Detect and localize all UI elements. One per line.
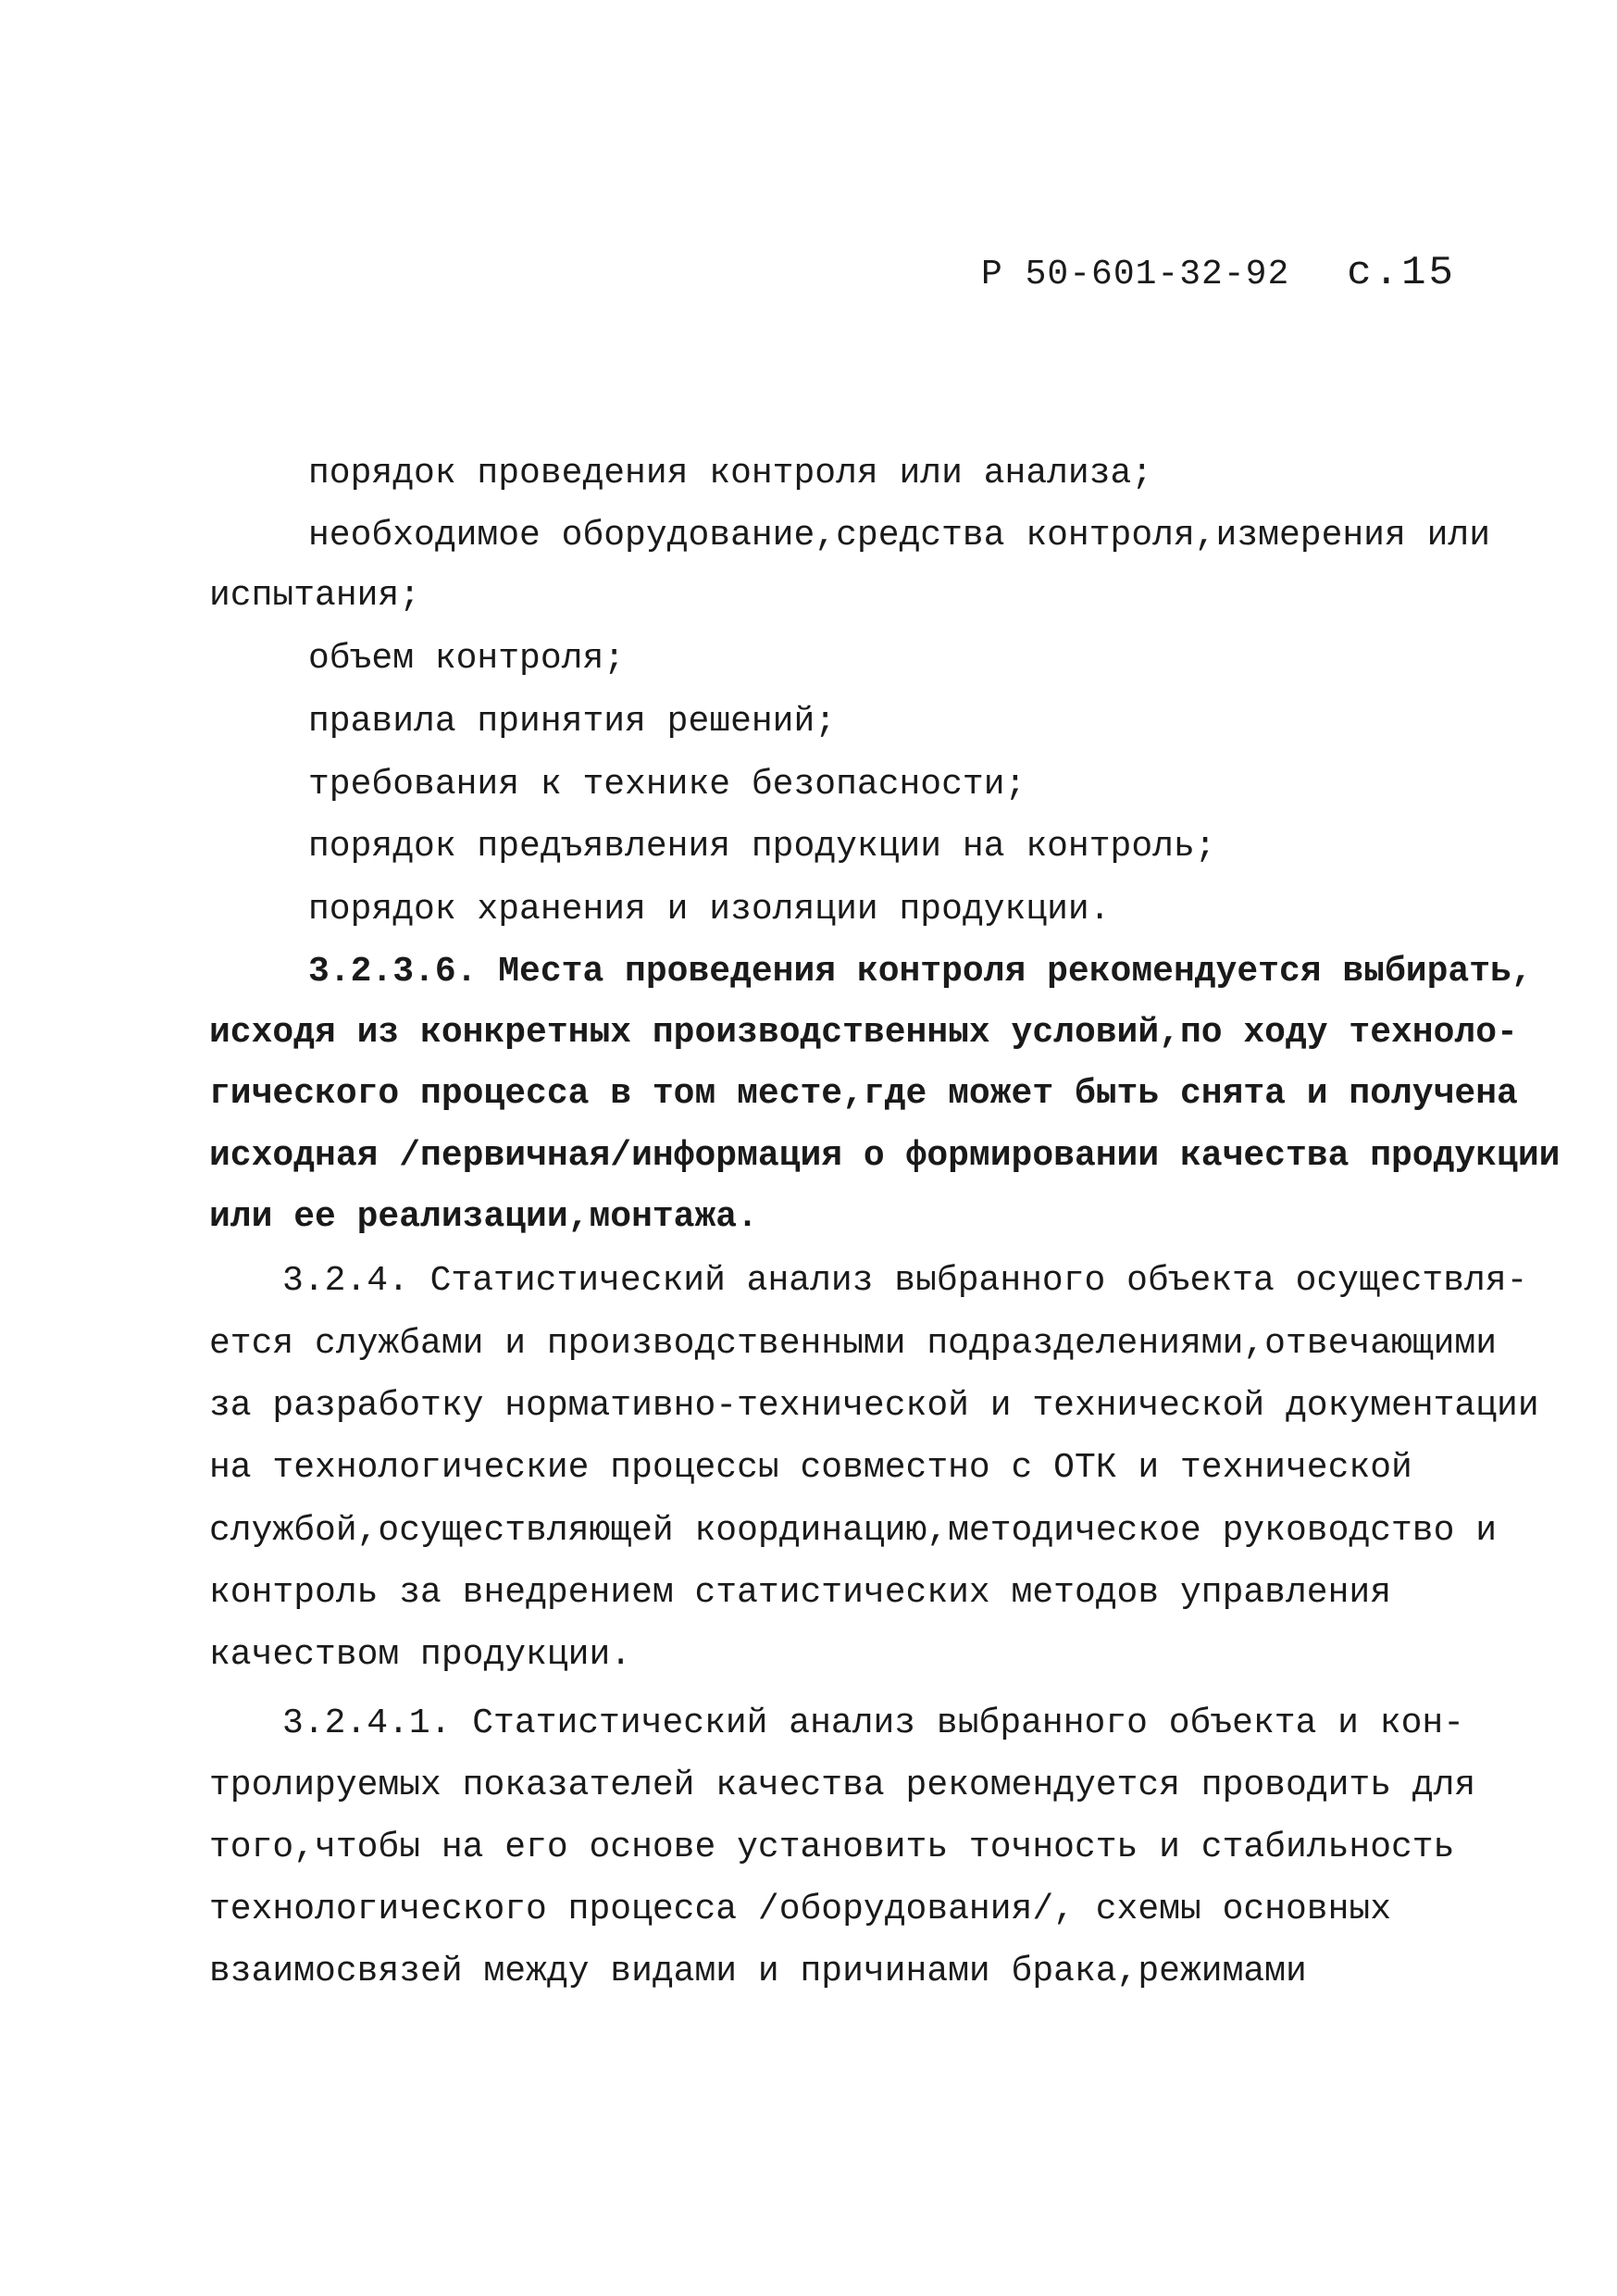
- page-number: с.15: [1347, 250, 1456, 296]
- text-line: объем контроля;: [308, 639, 626, 679]
- text-line: или ее реализации,монтажа.: [209, 1197, 758, 1237]
- text-line: службой,осуществляющей координацию,методическое руководство и: [209, 1511, 1498, 1551]
- text-line: правила принятия решений;: [308, 702, 837, 742]
- text-line: порядок проведения контроля или анализа;: [308, 454, 1153, 493]
- text-line: гического процесса в том месте,где может быть снята и получена: [209, 1074, 1518, 1114]
- text-line: того,чтобы на его основе установить точность и стабильность: [209, 1828, 1455, 1867]
- text-line: тролируемых показателей качества рекомендуется проводить для: [209, 1766, 1476, 1805]
- text-line: необходимое оборудование,средства контроля,измерения или: [308, 516, 1491, 555]
- text-line: испытания;: [209, 576, 421, 616]
- text-line: 3.2.4. Статистический анализ выбранного объекта осуществля-: [282, 1261, 1528, 1301]
- text-line: контроль за внедрением статистических методов управления: [209, 1573, 1392, 1613]
- text-line: технологического процесса /оборудования/, схемы основных: [209, 1890, 1392, 1929]
- text-line: взаимосвязей между видами и причинами брака,режимами: [209, 1952, 1307, 1991]
- text-line: 3.2.4.1. Статистический анализ выбранного объекта и кон-: [282, 1703, 1465, 1743]
- document-code: Р 50-601-32-92: [981, 255, 1290, 294]
- text-line: за разработку нормативно-технической и технической документации: [209, 1386, 1539, 1426]
- text-line: на технологические процессы совместно с ОТК и технической: [209, 1448, 1412, 1488]
- text-line: ется службами и производственными подразделениями,отвечающими: [209, 1324, 1498, 1364]
- text-line: 3.2.3.6. Места проведения контроля рекомендуется выбирать,: [308, 952, 1533, 992]
- page-header: [981, 250, 1456, 296]
- text-line: требования к технике безопасности;: [308, 765, 1026, 805]
- text-line: порядок хранения и изоляции продукции.: [308, 890, 1111, 930]
- text-line: порядок предъявления продукции на контроль;: [308, 827, 1216, 867]
- text-line: исходная /первичная/информация о формировании качества продукции: [209, 1136, 1561, 1176]
- text-line: исходя из конкретных производственных условий,по ходу техноло-: [209, 1013, 1518, 1053]
- text-line: качеством продукции.: [209, 1635, 632, 1675]
